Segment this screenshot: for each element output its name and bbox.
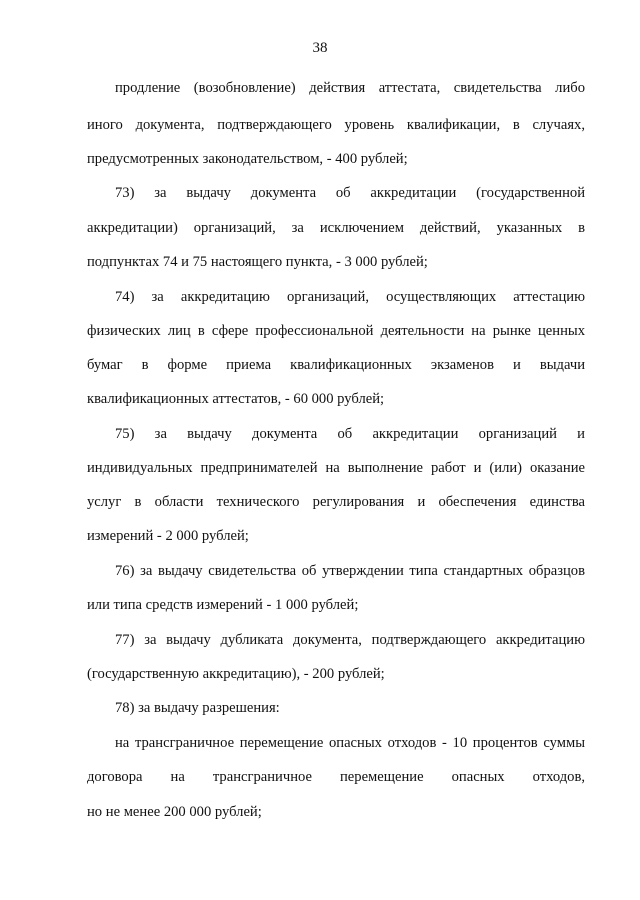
page-number: 38	[312, 40, 328, 56]
text-line: предусмотренных законодательством, - 400 рублей;	[87, 151, 408, 167]
text-line: или типа средств измерений - 1 000 рублей;	[87, 597, 359, 613]
text-line: 75) за выдачу документа об аккредитации организаций и	[115, 426, 585, 442]
text-line: договора на трансграничное перемещение опасных отходов,	[87, 769, 585, 785]
text-line: индивидуальных предпринимателей на выполнение работ и (или) оказание	[87, 460, 585, 476]
text-line: 77) за выдачу дубликата документа, подтверждающего аккредитацию	[115, 632, 585, 648]
text-line: физических лиц в сфере профессиональной деятельности на рынке ценных	[87, 323, 585, 339]
text-line: на трансграничное перемещение опасных отходов - 10 процентов суммы	[115, 735, 585, 751]
text-line: измерений - 2 000 рублей;	[87, 528, 249, 544]
text-line: 78) за выдачу разрешения:	[115, 700, 280, 716]
text-line: бумаг в форме приема квалификационных экзаменов и выдачи	[87, 357, 585, 373]
text-line: но не менее 200 000 рублей;	[87, 804, 262, 820]
text-line: иного документа, подтверждающего уровень квалификации, в случаях,	[87, 117, 585, 133]
text-line: 73) за выдачу документа об аккредитации (государственной	[115, 185, 585, 201]
text-line: 76) за выдачу свидетельства об утверждении типа стандартных образцов	[115, 563, 585, 579]
text-line: квалификационных аттестатов, - 60 000 рублей;	[87, 391, 385, 407]
text-line: (государственную аккредитацию), - 200 рублей;	[87, 666, 385, 682]
text-line: подпунктах 74 и 75 настоящего пункта, - 3 000 рублей;	[87, 254, 428, 270]
text-line: продление (возобновление) действия аттестата, свидетельства либо	[115, 80, 585, 96]
text-line: услуг в области технического регулирования и обеспечения единства	[87, 494, 585, 510]
text-line: аккредитации) организаций, за исключением действий, указанных в	[87, 220, 585, 236]
text-line: 74) за аккредитацию организаций, осуществляющих аттестацию	[115, 289, 585, 305]
